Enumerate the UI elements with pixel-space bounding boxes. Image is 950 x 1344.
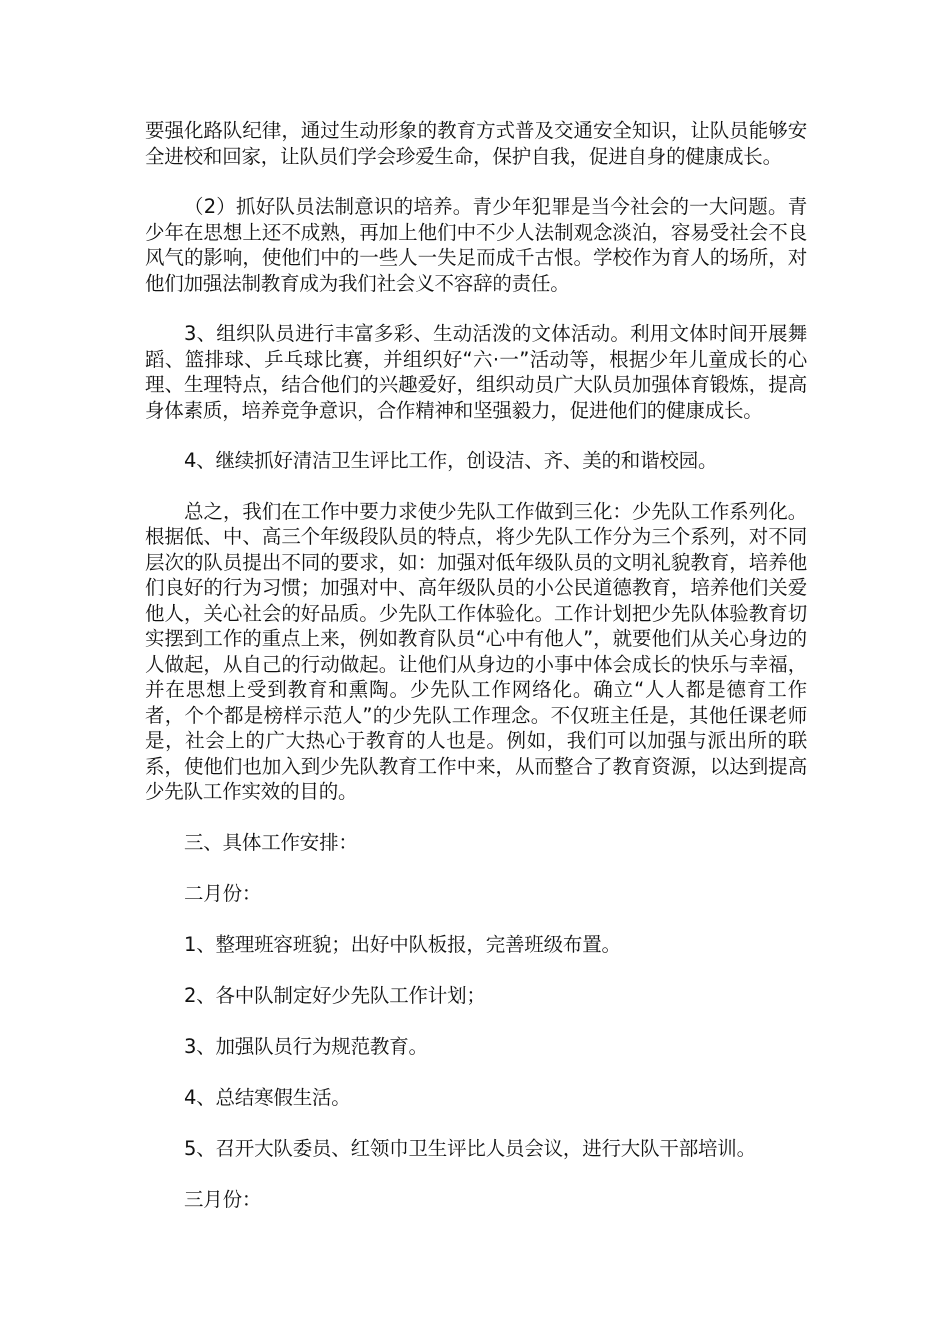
document-page [145,118,807,1213]
paragraph-road-safety: 要强化路队纪律，通过生动形象的教育方式普及交通安全知识，让队员能够安全进校和回家，让队员们学会珍爱生命，保护自我，促进自身的健康成长。 [145,119,807,168]
list-item: 1、整理班容班貌；出好中队板报，完善班级布置。 [184,933,621,956]
paragraph-summary: 总之，我们在工作中要力求使少先队工作做到三化：少先队工作系列化。根据低、中、高三个年级段队员的特点，将少先队工作分为三个系列，对不同层次的队员提出不同的要求，如：加强对低年级队员的文明礼貌教育，培养他们良好的行为习惯；加强对中、高年级队员的小公民道德教育，培养他们关爱他人，关心社会的好品质。少先队工作体验化。工作计划把少先队体验教育切实摆到工作的重点上来，例如教育队员“心中有他人”，就要他们从关心身边的人做起，从自己的行动做起。让他们从身边的小事中体会成长的快乐与幸福，并在思想上受到教育和熏陶。少先队工作网络化。确立“人人都是德育工作者，个个都是榜样示范人”的少先队工作理念。不仅班主任是，其他任课老师是，社会上的广大热心于教育的人也是。例如，我们可以加强与派出所的联系，使他们也加入到少先队教育工作中来，从而整合了教育资源，以达到提高少先队工作实效的目的。 [145,499,807,803]
list-item: 3、加强队员行为规范教育。 [184,1035,428,1058]
list-item: 2、各中队制定好少先队工作计划； [184,984,486,1007]
list-item: 4、总结寒假生活。 [184,1086,351,1109]
paragraph-legal-awareness: （2）抓好队员法制意识的培养。青少年犯罪是当今社会的一大问题。青少年在思想上还不成熟，再加上他们中不少人法制观念淡泊，容易受社会不良风气的影响，使他们中的一些人一失足而成千古恨。学校作为育人的场所，对他们加强法制教育成为我们社会义不容辞的责任。 [145,195,807,295]
section-heading-work-arrangement: 三、具体工作安排： [184,831,358,854]
month-heading-february: 二月份： [184,882,262,905]
paragraph-cleanliness: 4、继续抓好清洁卫生评比工作，创设洁、齐、美的和谐校园。 [184,449,718,472]
month-heading-march: 三月份： [184,1188,262,1211]
list-item: 5、召开大队委员、红领巾卫生评比人员会议，进行大队干部培训。 [184,1137,756,1160]
paragraph-cultural-activities: 3、组织队员进行丰富多彩、生动活泼的文体活动。利用文体时间开展舞蹈、篮排球、乒乓球比赛，并组织好“六·一”活动等，根据少年儿童成长的心理、生理特点，结合他们的兴趣爱好，组织动员广大队员加强体育锻炼，提高身体素质，培养竞争意识，合作精神和坚强毅力，促进他们的健康成长。 [145,322,807,422]
